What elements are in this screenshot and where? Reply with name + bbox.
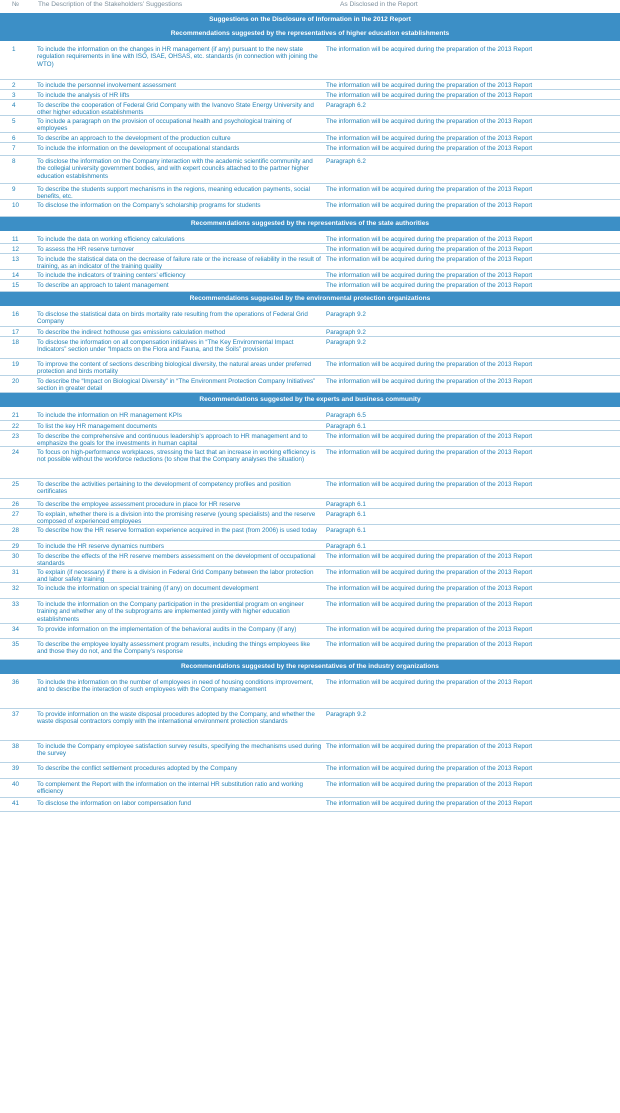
table-row — [0, 798, 620, 812]
row-number: 38 — [12, 743, 20, 750]
row-number: 11 — [12, 236, 19, 243]
table-row — [0, 133, 620, 143]
row-description: To provide information on the implementation of the behavioral audits in the Company (if any) — [37, 626, 297, 633]
row-number: 26 — [12, 501, 20, 508]
table-row — [0, 741, 620, 763]
row-disclosure: Paragraph 9.2 — [326, 311, 366, 318]
row-disclosure: Paragraph 9.2 — [326, 329, 366, 336]
row-disclosure: The information will be acquired during the preparation of the 2013 Report — [326, 246, 533, 253]
row-description: To describe the “Impact on Biological Diversity” in “The Environment Protection Company Initiatives” section in greater detail — [37, 378, 316, 393]
row-description: To disclose the statistical data on birds mortality rate resulting from the operations of Federal Grid Company — [37, 311, 308, 326]
row-description: To describe an approach to talent management — [37, 282, 169, 289]
row-number: 20 — [12, 378, 20, 385]
column-header-disclosed: As Disclosed in the Report — [340, 1, 418, 8]
row-number: 31 — [12, 569, 20, 576]
row-number: 39 — [12, 765, 20, 772]
row-disclosure: Paragraph 6.1 — [326, 423, 366, 430]
row-disclosure: The information will be acquired during the preparation of the 2013 Report — [326, 361, 533, 368]
table-row — [0, 280, 620, 292]
row-disclosure: The information will be acquired during the preparation of the 2013 Report — [326, 92, 533, 99]
row-disclosure: The information will be acquired during the preparation of the 2013 Report — [326, 378, 533, 385]
table-row — [0, 359, 620, 376]
row-number: 2 — [12, 82, 16, 89]
row-number: 17 — [12, 329, 20, 336]
table-row — [0, 779, 620, 798]
section-heading: Recommendations suggested by the representatives of higher education establishments — [0, 27, 620, 41]
row-disclosure: Paragraph 6.1 — [326, 527, 366, 534]
row-number: 36 — [12, 679, 20, 686]
row-description: To describe the students support mechanisms in the regions, meaning education payments, social benefits, etc. — [37, 186, 311, 201]
row-description: To assess the HR reserve turnover — [37, 246, 134, 253]
table-row — [0, 234, 620, 244]
row-description: To describe the cooperation of Federal Grid Company with the Ivanovo State Energy University and other higher education establishments — [37, 102, 314, 117]
column-header-number: № — [12, 1, 20, 8]
row-disclosure: The information will be acquired during the preparation of the 2013 Report — [326, 481, 533, 488]
row-number: 16 — [12, 311, 20, 318]
row-number: 18 — [12, 339, 20, 346]
row-description: To disclose the information on labor compensation fund — [37, 800, 192, 807]
row-number: 29 — [12, 543, 20, 550]
table-row — [0, 80, 620, 90]
row-description: To provide information on the waste disposal procedures adopted by the Company, and whether the waste disposal contractors comply with the international environment protection standards — [37, 711, 315, 726]
table-row — [0, 44, 620, 80]
table-row — [0, 624, 620, 639]
table-row — [0, 479, 620, 499]
section-heading: Recommendations suggested by the experts and business community — [0, 393, 620, 407]
row-number: 28 — [12, 527, 20, 534]
row-description: To include the information on the changes in HR management (if any) pursuant to the new state regulation requirements in line with ISO, ISAE, OHSAS, etc. standards (in connection with joining the WTO) — [37, 46, 318, 68]
row-number: 24 — [12, 449, 20, 456]
row-number: 15 — [12, 282, 20, 289]
table-row — [0, 551, 620, 567]
row-number: 12 — [12, 246, 20, 253]
table-row — [0, 639, 620, 660]
row-number: 32 — [12, 585, 20, 592]
table-row — [0, 583, 620, 599]
row-disclosure: Paragraph 9.2 — [326, 339, 366, 346]
section-heading: Recommendations suggested by the environmental protection organizations — [0, 292, 620, 306]
row-disclosure: Paragraph 6.1 — [326, 511, 366, 518]
table-row — [0, 376, 620, 393]
row-disclosure: The information will be acquired during the preparation of the 2013 Report — [326, 765, 533, 772]
table-body — [0, 27, 620, 812]
row-disclosure: The information will be acquired during the preparation of the 2013 Report — [326, 202, 533, 209]
row-description: To disclose the information on the Company’s scholarship programs for students — [37, 202, 261, 209]
row-number: 13 — [12, 256, 20, 263]
table-row — [0, 184, 620, 200]
table-row — [0, 309, 620, 327]
row-number: 19 — [12, 361, 20, 368]
table-row — [0, 525, 620, 541]
row-disclosure: The information will be acquired during the preparation of the 2013 Report — [326, 433, 533, 440]
table-row — [0, 499, 620, 509]
row-description: To include the Company employee satisfaction survey results, specifying the mechanisms used during the survey — [37, 743, 322, 758]
row-number: 7 — [12, 145, 16, 152]
table-row — [0, 100, 620, 116]
row-description: To include the information on the number of employees in need of housing conditions improvement, and to describe the interaction of such employees with the Company management — [37, 679, 314, 694]
row-description: To include the information on the Company participation in the presidential program on engineer training and whether any of the subprograms are implemented jointly with higher education establishments — [37, 601, 304, 623]
row-description: To include the HR reserve dynamics numbers — [37, 543, 165, 550]
row-disclosure: The information will be acquired during the preparation of the 2013 Report — [326, 569, 533, 576]
row-disclosure: Paragraph 6.2 — [326, 102, 366, 109]
row-disclosure: The information will be acquired during the preparation of the 2013 Report — [326, 781, 533, 788]
row-disclosure: The information will be acquired during the preparation of the 2013 Report — [326, 553, 533, 560]
row-description: To describe the employee loyalty assessment program results, including the things employees like and those they do not, and the Company’s response — [37, 641, 311, 656]
row-number: 21 — [12, 412, 20, 419]
table-row — [0, 763, 620, 779]
section-heading: Recommendations suggested by the representatives of the industry organizations — [0, 660, 620, 674]
row-description: To include the data on working efficiency calculations — [37, 236, 185, 243]
row-description: To include the personnel involvement assessment — [37, 82, 176, 89]
row-disclosure: Paragraph 6.2 — [326, 158, 366, 165]
row-number: 8 — [12, 158, 16, 165]
row-description: To include a paragraph on the provision of occupational health and psychological training of employees — [37, 118, 292, 133]
table-row — [0, 90, 620, 100]
row-disclosure: Paragraph 6.5 — [326, 412, 366, 419]
table-row — [0, 270, 620, 280]
row-number: 22 — [12, 423, 20, 430]
table-row — [0, 244, 620, 254]
row-description: To describe an approach to the development of the production culture — [37, 135, 231, 142]
row-disclosure: The information will be acquired during the preparation of the 2013 Report — [326, 118, 533, 125]
row-number: 1 — [12, 46, 16, 53]
table-row — [0, 431, 620, 447]
row-number: 30 — [12, 553, 20, 560]
row-number: 10 — [12, 202, 20, 209]
row-description: To describe how the HR reserve formation experience acquired in the past (from 2006) is used today — [37, 527, 318, 534]
row-description: To include the information on the development of occupational standards — [37, 145, 240, 152]
row-disclosure: The information will be acquired during the preparation of the 2013 Report — [326, 256, 533, 263]
row-disclosure: The information will be acquired during the preparation of the 2013 Report — [326, 272, 533, 279]
row-disclosure: Paragraph 6.1 — [326, 501, 366, 508]
row-number: 27 — [12, 511, 20, 518]
row-number: 35 — [12, 641, 20, 648]
table-title: Suggestions on the Disclosure of Information in the 2012 Report — [0, 13, 620, 27]
table-row — [0, 447, 620, 479]
section-heading: Recommendations suggested by the representatives of the state authorities — [0, 217, 620, 231]
row-disclosure: The information will be acquired during the preparation of the 2013 Report — [326, 145, 533, 152]
row-number: 34 — [12, 626, 20, 633]
table-row — [0, 143, 620, 156]
table-row — [0, 327, 620, 337]
table-row — [0, 567, 620, 583]
row-number: 25 — [12, 481, 20, 488]
row-number: 37 — [12, 711, 20, 718]
row-disclosure: The information will be acquired during the preparation of the 2013 Report — [326, 641, 533, 648]
row-number: 3 — [12, 92, 16, 99]
row-description: To explain (if necessary) if there is a division in Federal Grid Company between the labor protection and labor safety training — [37, 569, 314, 584]
row-number: 33 — [12, 601, 20, 608]
table-row — [0, 254, 620, 270]
row-number: 4 — [12, 102, 16, 109]
row-description: To include the analysis of HR lifts — [37, 92, 130, 99]
row-description: To describe the activities pertaining to the development of competency profiles and position certificates — [37, 481, 291, 496]
row-description: To include the statistical data on the decrease of failure rate or the increase of reliability in the result of training, as an indicator of the training quality — [37, 256, 321, 271]
row-description: To describe the conflict settlement procedures adopted by the Company — [37, 765, 238, 772]
table-row — [0, 677, 620, 709]
row-disclosure: The information will be acquired during the preparation of the 2013 Report — [326, 800, 533, 807]
row-description: To describe the employee assessment procedure in place for HR reserve — [37, 501, 241, 508]
row-description: To include the information on special training (if any) on document development — [37, 585, 259, 592]
table-row — [0, 509, 620, 525]
row-description: To explain, whether there is a division into the promising reserve (young specialists) and the reserve composed of experienced employees — [37, 511, 316, 526]
row-disclosure: The information will be acquired during the preparation of the 2013 Report — [326, 135, 533, 142]
table-row — [0, 337, 620, 359]
row-disclosure: The information will be acquired during the preparation of the 2013 Report — [326, 236, 533, 243]
row-number: 23 — [12, 433, 20, 440]
row-description: To describe the comprehensive and continuous leadership’s approach to HR management and to emphasize the goals for the investments in human capital — [37, 433, 308, 448]
row-number: 14 — [12, 272, 20, 279]
row-number: 6 — [12, 135, 16, 142]
row-disclosure: The information will be acquired during the preparation of the 2013 Report — [326, 601, 533, 608]
table-row — [0, 116, 620, 133]
row-disclosure: The information will be acquired during the preparation of the 2013 Report — [326, 82, 533, 89]
row-description: To disclose the information on all compensation initiatives in “The Key Environmental Impact Indicators” section under “Impacts on the Flora and Fauna, and the Soils” provision — [37, 339, 294, 354]
row-disclosure: The information will be acquired during the preparation of the 2013 Report — [326, 46, 533, 53]
row-description: To include the information on HR management KPIs — [37, 412, 182, 419]
row-description: To improve the content of sections describing biological diversity, the natural areas under preferred protection and birds mortality — [37, 361, 312, 376]
table-row — [0, 541, 620, 551]
row-number: 5 — [12, 118, 16, 125]
row-description: To complement the Report with the information on the internal HR substitution ratio and working efficiency — [37, 781, 304, 796]
row-description: To list the key HR management documents — [37, 423, 158, 430]
table-row — [0, 156, 620, 184]
row-disclosure: The information will be acquired during the preparation of the 2013 Report — [326, 282, 533, 289]
row-number: 41 — [12, 800, 20, 807]
row-disclosure: The information will be acquired during the preparation of the 2013 Report — [326, 186, 533, 193]
row-description: To focus on high-performance workplaces, stressing the fact that an increase in working efficiency is not possible without the workforce reductions (to show that the Company analyses the situation) — [37, 449, 316, 464]
row-description: To include the indicators of training centers’ efficiency — [37, 272, 186, 279]
row-disclosure: Paragraph 9.2 — [326, 711, 366, 718]
table-row — [0, 599, 620, 624]
column-header-description: The Description of the Stakeholders’ Suggestions — [38, 1, 183, 8]
row-number: 9 — [12, 186, 16, 193]
row-disclosure: Paragraph 6.1 — [326, 543, 366, 550]
row-number: 40 — [12, 781, 20, 788]
table-row — [0, 421, 620, 431]
row-disclosure: The information will be acquired during the preparation of the 2013 Report — [326, 679, 533, 686]
row-disclosure: The information will be acquired during the preparation of the 2013 Report — [326, 626, 533, 633]
row-description: To describe the indirect hothouse gas emissions calculation method — [37, 329, 226, 336]
row-disclosure: The information will be acquired during the preparation of the 2013 Report — [326, 585, 533, 592]
row-description: To disclose the information on the Company interaction with the academic scientific community and the collegial university government bodies, and with expert councils attached to the partner higher education establishments — [37, 158, 313, 180]
column-headers — [0, 0, 620, 9]
table-row — [0, 709, 620, 741]
row-disclosure: The information will be acquired during the preparation of the 2013 Report — [326, 743, 533, 750]
row-description: To describe the effects of the HR reserve members assessment on the development of occupational standards — [37, 553, 316, 568]
table-row — [0, 410, 620, 421]
table-row — [0, 200, 620, 217]
row-disclosure: The information will be acquired during the preparation of the 2013 Report — [326, 449, 533, 456]
